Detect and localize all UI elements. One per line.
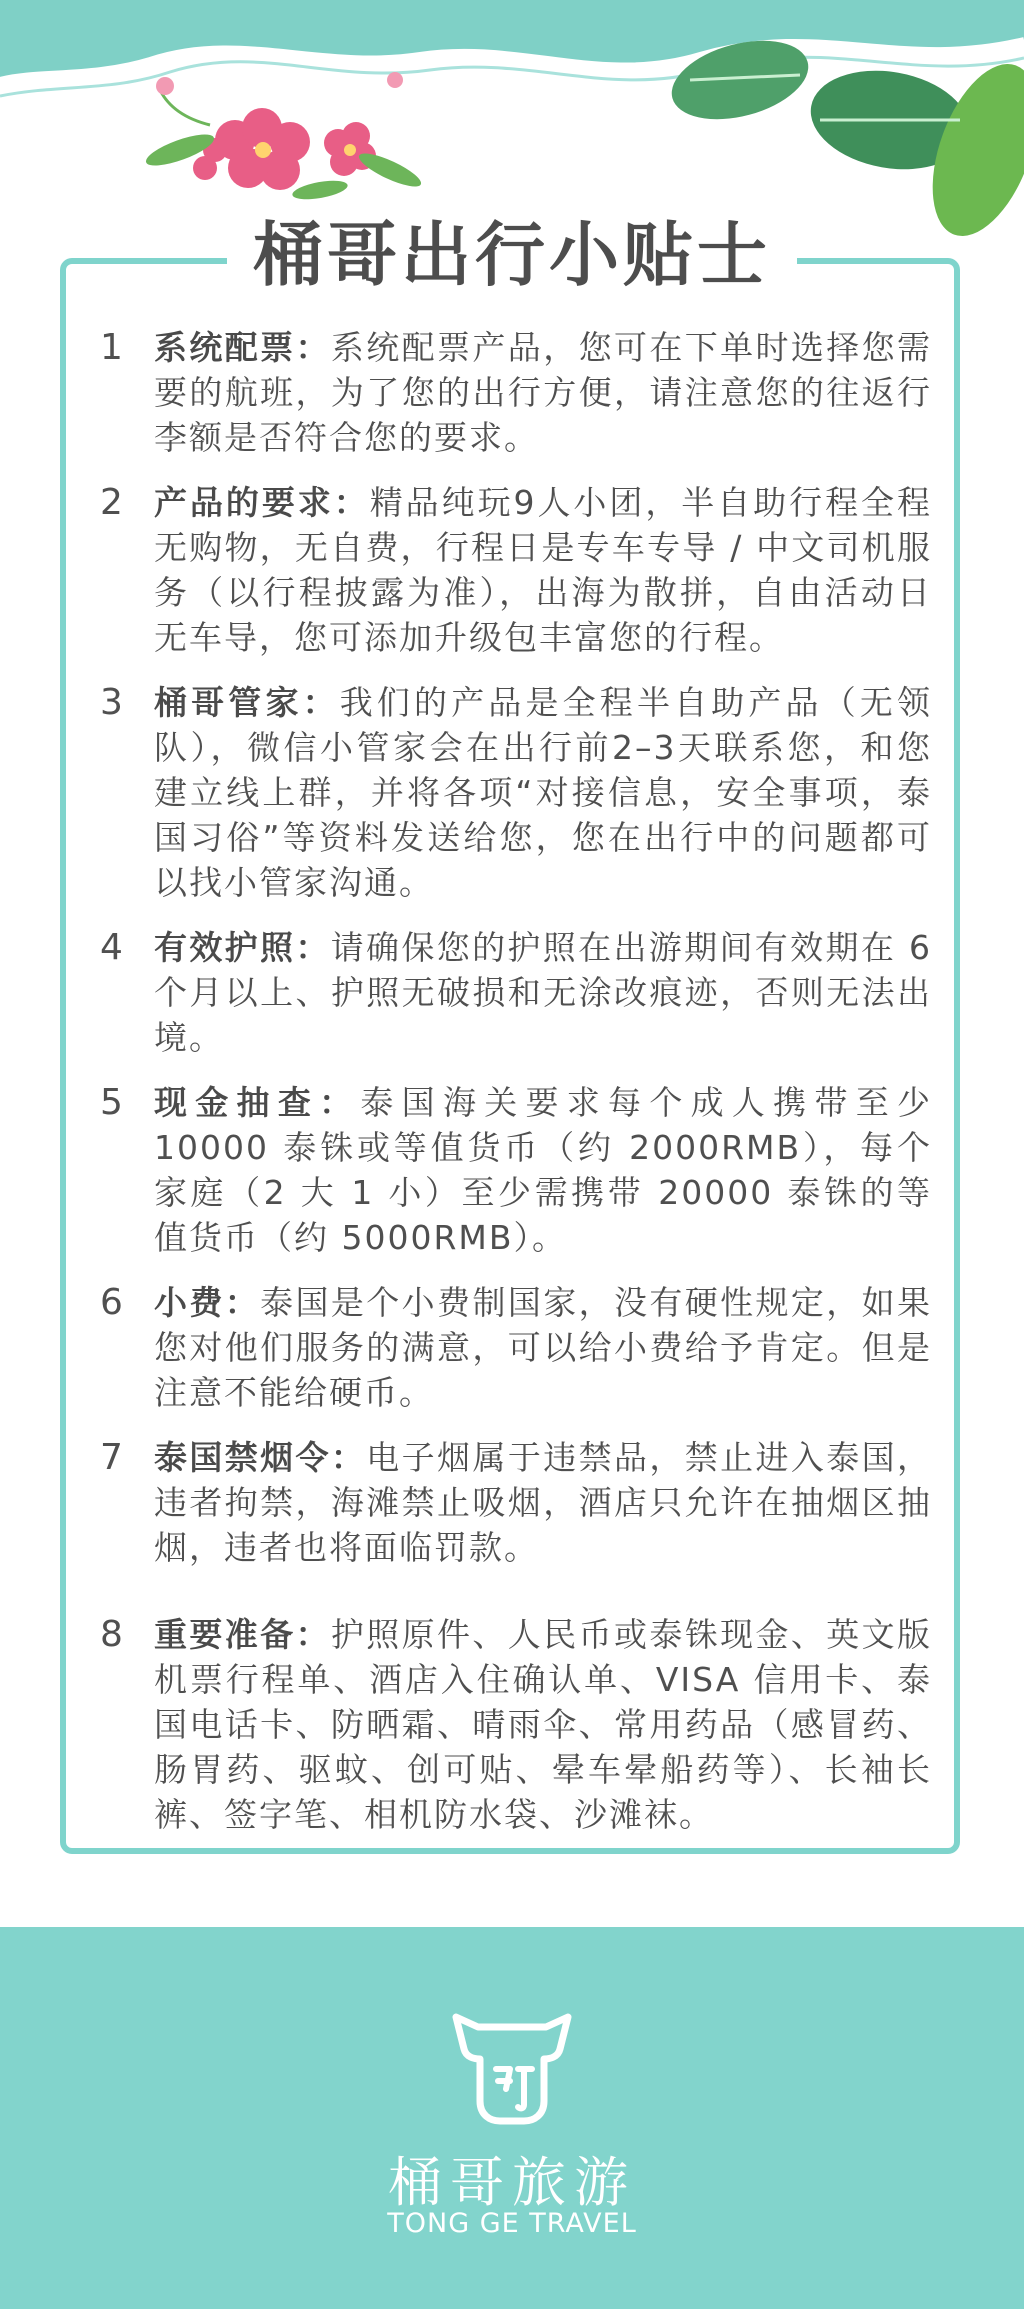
page-title: 桶哥出行小贴士	[0, 210, 1024, 300]
tip-text: 精品纯玩9人小团，半自助行程全程无购物，无自费，行程日是专车专导 / 中文司机服务（以行程披露为准），出海为散拼，自由活动日无车导，您可添加升级包丰富您的行程。	[154, 483, 933, 657]
tip-number: 7	[100, 1437, 123, 1478]
flower-icon	[143, 72, 425, 203]
tip-item	[100, 925, 932, 1060]
tip-number: 3	[100, 682, 123, 723]
tip-text: 电子烟属于违禁品，禁止进入泰国，违者拘禁，海滩禁止吸烟，酒店只允许在抽烟区抽烟，违者也将面临罚款。	[154, 1438, 933, 1567]
tip-label: 重要准备：	[154, 1615, 331, 1654]
tip-number: 4	[100, 927, 123, 968]
tip-text: 系统配票产品，您可在下单时选择您需要的航班，为了您的出行方便，请注意您的往返行李额是否符合您的要求。	[154, 328, 933, 457]
tip-label: 有效护照：	[154, 928, 331, 967]
brand-logo-icon	[438, 2005, 586, 2125]
tip-text: 请确保您的护照在出游期间有效期在 6 个月以上、护照无破损和无涂改痕迹，否则无法出境。	[154, 928, 932, 1057]
tip-text: 泰国海关要求每个成人携带至少 10000 泰铢或等值货币（约 2000RMB），每个家庭（2 大 1 小）至少需携带 20000 泰铢的等值货币（约 5000RMB）。	[154, 1083, 933, 1257]
brand-name-en: TONG GE TRAVEL	[387, 2208, 637, 2239]
tip-item	[100, 680, 932, 905]
tip-text: 我们的产品是全程半自助产品（无领队），微信小管家会在出行前2–3天联系您，和您建立线上群，并将各项“对接信息，安全事项，泰国习俗”等资料发送给您，您在出行中的问题都可以找小管家沟通。	[154, 683, 932, 902]
tip-label: 产品的要求：	[154, 483, 370, 522]
tip-label: 小费：	[154, 1283, 261, 1322]
tips-list	[100, 325, 932, 1857]
tip-item	[100, 1435, 932, 1570]
brand-name-cn: 桶哥旅游	[388, 2151, 636, 2214]
tip-item	[100, 1612, 932, 1837]
tip-item	[100, 1280, 932, 1415]
tip-item	[100, 325, 932, 460]
tip-number: 5	[100, 1082, 123, 1123]
tip-label: 桶哥管家：	[154, 683, 340, 722]
tip-label: 泰国禁烟令：	[154, 1438, 367, 1477]
tip-label: 现金抽查：	[154, 1083, 361, 1122]
tip-number: 6	[100, 1282, 123, 1323]
tip-text: 护照原件、人民币或泰铢现金、英文版机票行程单、酒店入住确认单、VISA 信用卡、泰国电话卡、防晒霜、晴雨伞、常用药品（感冒药、肠胃药、驱蚊、创可贴、晕车晕船药等）、长袖长裤、签字笔、相机防水袋、沙滩袜。	[154, 1615, 933, 1834]
tip-number: 2	[100, 482, 123, 523]
tip-number: 8	[100, 1614, 123, 1655]
tip-label: 系统配票：	[154, 328, 331, 367]
tip-item	[100, 480, 932, 660]
tip-number: 1	[100, 327, 123, 368]
tip-text: 泰国是个小费制国家，没有硬性规定，如果您对他们服务的满意，可以给小费给予肯定。但是注意不能给硬币。	[154, 1283, 933, 1412]
tip-item	[100, 1080, 932, 1260]
